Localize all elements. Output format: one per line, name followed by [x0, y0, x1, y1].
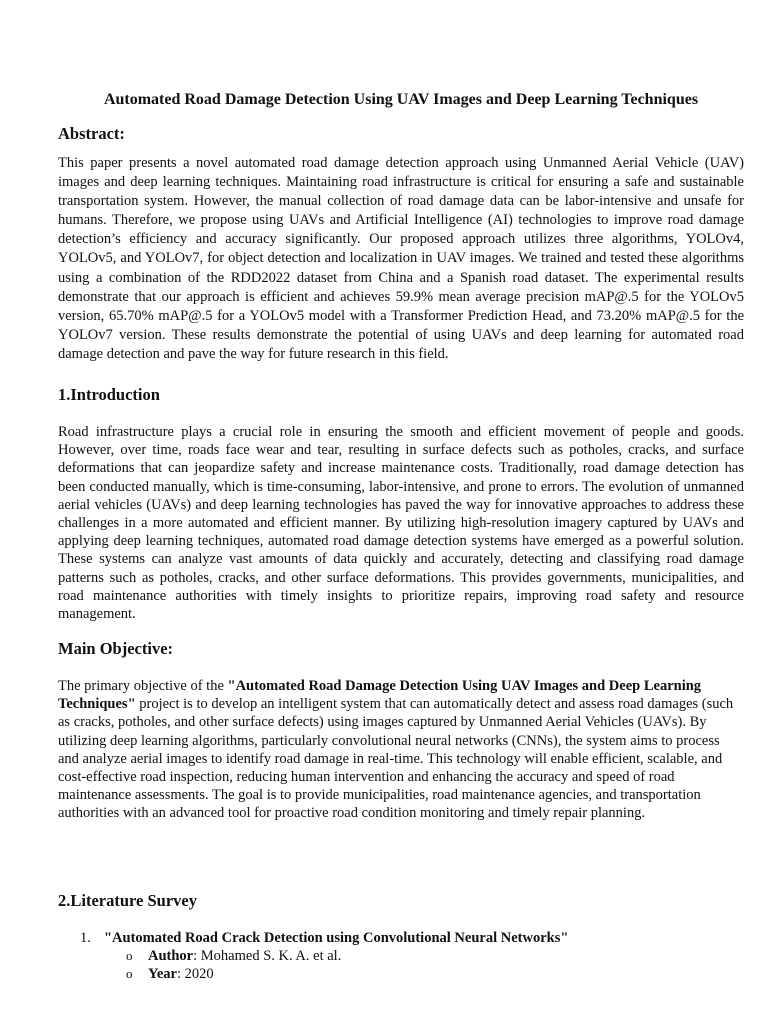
- author-label: Author: [148, 948, 194, 964]
- literature-item-title-row: [80, 929, 568, 947]
- literature-item-title: "Automated Road Crack Detection using Convolutional Neural Networks": [104, 930, 569, 946]
- document-page: [58, 0, 744, 1024]
- abstract-heading: Abstract:: [58, 124, 125, 143]
- literature-item-year: [126, 965, 568, 983]
- year-value: : 2020: [177, 966, 214, 982]
- literature-item: [80, 929, 568, 983]
- literature-item-number: 1.: [80, 930, 91, 946]
- literature-item-details: [80, 947, 568, 983]
- introduction-heading: 1.Introduction: [58, 385, 160, 404]
- objective-text: [58, 677, 734, 823]
- objective-text-before: The primary objective of the: [58, 678, 228, 694]
- objective-text-after: project is to develop an intelligent system that can automatically detect and assess road damages (such as cracks, potholes, and other surface defects) using images captured by Unmanned Aerial Vehicles (UAVs). By utilizing deep learning algorithms, particularly convolutional neural networks (CNNs), the system aims to process and analyze aerial images to identify road damage in real-time. This technology will enable efficient, scalable, and cost-effective road inspection, reducing human intervention and enhancing the accuracy and speed of road maintenance assessments. The goal is to provide municipalities, road maintenance agencies, and transportation authorities with an advanced tool for proactive road condition monitoring and timely repair planning.: [58, 696, 734, 822]
- bullet-icon: o: [126, 966, 133, 981]
- literature-item-author: [126, 947, 568, 965]
- author-value: : Mohamed S. K. A. et al.: [193, 948, 342, 964]
- paper-title: Automated Road Damage Detection Using UAV Images and Deep Learning Techniques: [103, 91, 699, 108]
- objective-heading: Main Objective:: [58, 639, 174, 658]
- literature-list: [80, 929, 568, 983]
- bullet-icon: o: [126, 948, 133, 963]
- introduction-text: Road infrastructure plays a crucial role in ensuring the smooth and efficient movement of people and goods. However, over time, roads face wear and tear, resulting in surface defects such as potholes, cracks, and surface deformations that can jeopardize safety and increase maintenance costs. Traditionally, road damage detection has been conducted manually, which is time-consuming, labor-intensive, and prone to errors. The evolution of unmanned aerial vehicles (UAVs) and deep learning technologies has paved the way for innovative approaches to address these challenges in a more automated and efficient manner. By utilizing high-resolution imagery captured by UAVs and applying deep learning techniques, automated road damage detection systems have emerged as a powerful solution. These systems can analyze vast amounts of data quickly and accurately, detecting and classifying road damage patterns such as potholes, cracks, and other surface deformations. This provides governments, municipalities, and road maintenance authorities with timely insights to prioritize repairs, improving road safety and resource management.: [58, 424, 744, 623]
- year-label: Year: [148, 966, 177, 982]
- literature-heading: 2.Literature Survey: [58, 891, 198, 910]
- abstract-text: This paper presents a novel automated road damage detection approach using Unmanned Aerial Vehicle (UAV) images and deep learning techniques. Maintaining road infrastructure is critical for ensuring a safe and sustainable transportation system. However, the manual collection of road damage data can be labor-intensive and unsafe for humans. Therefore, we propose using UAVs and Artificial Intelligence (AI) technologies to improve road damage detection’s efficiency and accuracy significantly. Our proposed approach utilizes three algorithms, YOLOv4, YOLOv5, and YOLOv7, for object detection and localization in UAV images. We trained and tested these algorithms using a combination of the RDD2022 dataset from China and a Spanish road dataset. The experimental results demonstrate that our approach is efficient and achieves 59.9% mean average precision mAP@.5 for the YOLOv5 version, 65.70% mAP@.5 for a YOLOv5 model with a Transformer Prediction Head, and 73.20% mAP@.5 for the YOLOv7 version. These results demonstrate the potential of using UAVs and deep learning for automated road damage detection and pave the way for future research in this field.: [58, 155, 744, 362]
- objective-project-name: "Automated Road Damage Detection Using UAV Images and Deep Learning Techniques": [58, 678, 702, 713]
